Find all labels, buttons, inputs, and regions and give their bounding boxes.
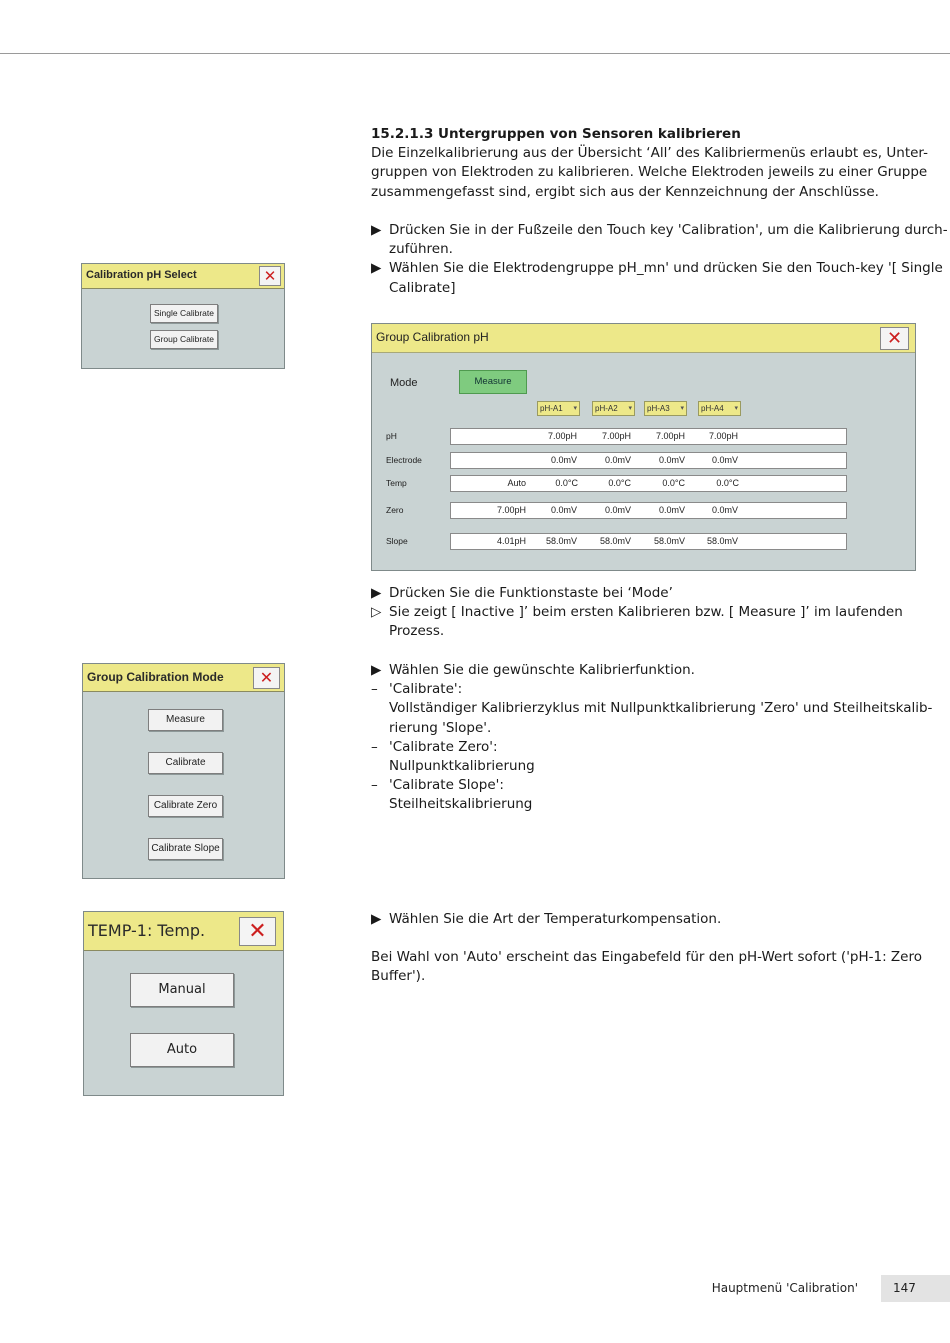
mode-measure-button[interactable]: Measure (459, 370, 527, 394)
step-text: Drücken Sie in der Fußzeile den Touch key 'Calibration', um die Kalibrierung durch- (389, 222, 948, 238)
dialog-title-bar (84, 912, 283, 951)
measure-button[interactable]: Measure (148, 709, 223, 731)
step-list-2 (371, 584, 916, 642)
value-ph-a2: 0.0mV (604, 455, 631, 465)
triangle-right-icon: ▶ (371, 911, 382, 927)
dash-icon: – (371, 681, 378, 698)
manual-button[interactable]: Manual (130, 973, 234, 1007)
value-ph-a3: 58.0mV (653, 536, 685, 546)
dialog-title-bar (83, 664, 284, 692)
table-row (450, 452, 847, 469)
calibrate-button[interactable]: Calibrate (148, 752, 223, 774)
step-list-3 (371, 661, 933, 815)
value-ph-a2: 7.00pH (601, 431, 631, 441)
value-ph-a3: 0.0mV (658, 505, 685, 515)
triangle-right-icon: ▶ (371, 662, 382, 678)
value-ph-a4: 7.00pH (708, 431, 738, 441)
row-label-temp: Temp (386, 478, 407, 488)
value-ph-a1: 0.0mV (550, 455, 577, 465)
group-calibration-mode-dialog (82, 663, 285, 879)
group-calibrate-button[interactable]: Group Calibrate (150, 330, 218, 349)
value-ph-a3: 7.00pH (655, 431, 685, 441)
step-text: Vollständiger Kalibrierzyklus mit Nullpunktkalibrierung 'Zero' und Steilheitskalib- (389, 700, 933, 717)
intro-line: gruppen von Elektroden zu kalibrieren. Welche Elektroden jeweils zu einer Gruppe (371, 164, 928, 181)
step-list-4 (371, 910, 916, 929)
step-text: Drücken Sie die Funktionstaste bei ‘Mode’ (389, 585, 673, 601)
value-ph-a1: 0.0mV (550, 505, 577, 515)
step-text: zuführen. (389, 241, 453, 258)
close-icon: ✕ (886, 328, 903, 349)
step-text: 'Calibrate Slope': (389, 777, 504, 794)
value-ph-a4: 0.0mV (711, 505, 738, 515)
step-text: Wählen Sie die gewünschte Kalibrierfunktion. (389, 662, 695, 678)
step-text: rierung 'Slope'. (389, 719, 492, 736)
close-icon: ✕ (259, 668, 274, 687)
row-label-ph: pH (386, 431, 397, 441)
row-label-zero: Zero (386, 505, 404, 515)
single-calibrate-button[interactable]: Single Calibrate (150, 304, 218, 323)
value-ph-a1: 0.0°C (555, 478, 578, 488)
value-ph-a4: 58.0mV (706, 536, 738, 546)
close-icon: ✕ (248, 919, 267, 944)
window-title: Group Calibration pH (376, 330, 489, 344)
table-row (450, 428, 847, 445)
step-text: Nullpunktkalibrierung (389, 758, 535, 775)
table-row (450, 533, 847, 550)
value-ph-a1: 7.00pH (547, 431, 577, 441)
step-text: 'Calibrate Zero': (389, 738, 498, 755)
section-heading: 15.2.1.3 Untergruppen von Sensoren kalibrieren (371, 126, 741, 142)
buffer-value: Auto (507, 478, 526, 488)
close-icon: ✕ (263, 267, 277, 285)
close-button[interactable] (253, 667, 280, 689)
step-text: 'Calibrate': (389, 681, 463, 698)
table-row (450, 502, 847, 519)
dash-icon: – (371, 738, 378, 755)
mode-label: Mode (390, 377, 418, 389)
triangle-right-icon: ▶ (371, 260, 382, 277)
value-ph-a2: 0.0°C (608, 478, 631, 488)
step-text: Steilheitskalibrierung (389, 796, 533, 813)
value-ph-a2: 0.0mV (604, 505, 631, 515)
dialog-title: Group Calibration Mode (87, 670, 224, 684)
buffer-value: 4.01pH (496, 536, 526, 546)
table-row (450, 475, 847, 492)
group-calibration-ph-window (371, 323, 916, 571)
calibrate-slope-button[interactable]: Calibrate Slope (148, 838, 223, 860)
page-number: 147 (893, 1281, 916, 1295)
close-button[interactable] (880, 327, 909, 350)
step-text: Calibrate] (389, 279, 456, 296)
temp-dialog (83, 911, 284, 1096)
dialog-title: TEMP-1: Temp. (88, 921, 206, 940)
value-ph-a3: 0.0mV (658, 455, 685, 465)
value-ph-a4: 0.0mV (711, 455, 738, 465)
close-button[interactable] (259, 266, 281, 286)
channel-select-ph-a4[interactable]: pH-A4 ▾ (698, 401, 741, 416)
step-list-1 (371, 221, 948, 298)
dialog-title: Calibration pH Select (86, 269, 197, 281)
intro-line: Die Einzelkalibrierung aus der Übersicht ‘All’ des Kalibriermenüs erlaubt es, Unter- (371, 145, 928, 162)
triangle-right-icon: ▶ (371, 585, 382, 601)
step-text: Prozess. (389, 623, 445, 640)
channel-select-ph-a2[interactable]: pH-A2 ▾ (592, 401, 635, 416)
footer-chapter: Hauptmenü 'Calibration' (711, 1281, 858, 1295)
closing-text (371, 948, 922, 986)
header-rule (0, 53, 950, 54)
closing-line: Buffer'). (371, 968, 426, 985)
step-text: Wählen Sie die Art der Temperaturkompensation. (389, 911, 722, 927)
value-ph-a3: 0.0°C (662, 478, 685, 488)
step-text: Wählen Sie die Elektrodengruppe pH_mn' und drücken Sie den Touch-key '[ Single (389, 260, 943, 277)
channel-select-ph-a3[interactable]: pH-A3 ▾ (644, 401, 687, 416)
window-title-bar (372, 324, 915, 353)
triangle-right-outline-icon: ▷ (371, 604, 382, 621)
auto-button[interactable]: Auto (130, 1033, 234, 1067)
intro-line: zusammengefasst sind, ergibt sich aus der Kennzeichnung der Anschlüsse. (371, 183, 879, 200)
value-ph-a4: 0.0°C (716, 478, 739, 488)
dialog-title-bar (82, 264, 284, 289)
buffer-value: 7.00pH (496, 505, 526, 515)
close-button[interactable] (239, 917, 276, 946)
calibration-ph-select-dialog (81, 263, 285, 369)
dash-icon: – (371, 777, 378, 794)
calibrate-zero-button[interactable]: Calibrate Zero (148, 795, 223, 817)
row-label-electrode: Electrode (386, 455, 422, 465)
page-number-box (881, 1275, 950, 1302)
closing-line: Bei Wahl von 'Auto' erscheint das Eingabefeld für den pH-Wert sofort ('pH-1: Zero (371, 949, 922, 965)
section-intro (371, 125, 928, 202)
step-text: Sie zeigt [ Inactive ]’ beim ersten Kalibrieren bzw. [ Measure ]’ im laufenden (389, 604, 903, 621)
row-label-slope: Slope (386, 536, 408, 546)
channel-select-ph-a1[interactable]: pH-A1 ▾ (537, 401, 580, 416)
value-ph-a1: 58.0mV (545, 536, 577, 546)
value-ph-a2: 58.0mV (599, 536, 631, 546)
triangle-right-icon: ▶ (371, 222, 382, 238)
